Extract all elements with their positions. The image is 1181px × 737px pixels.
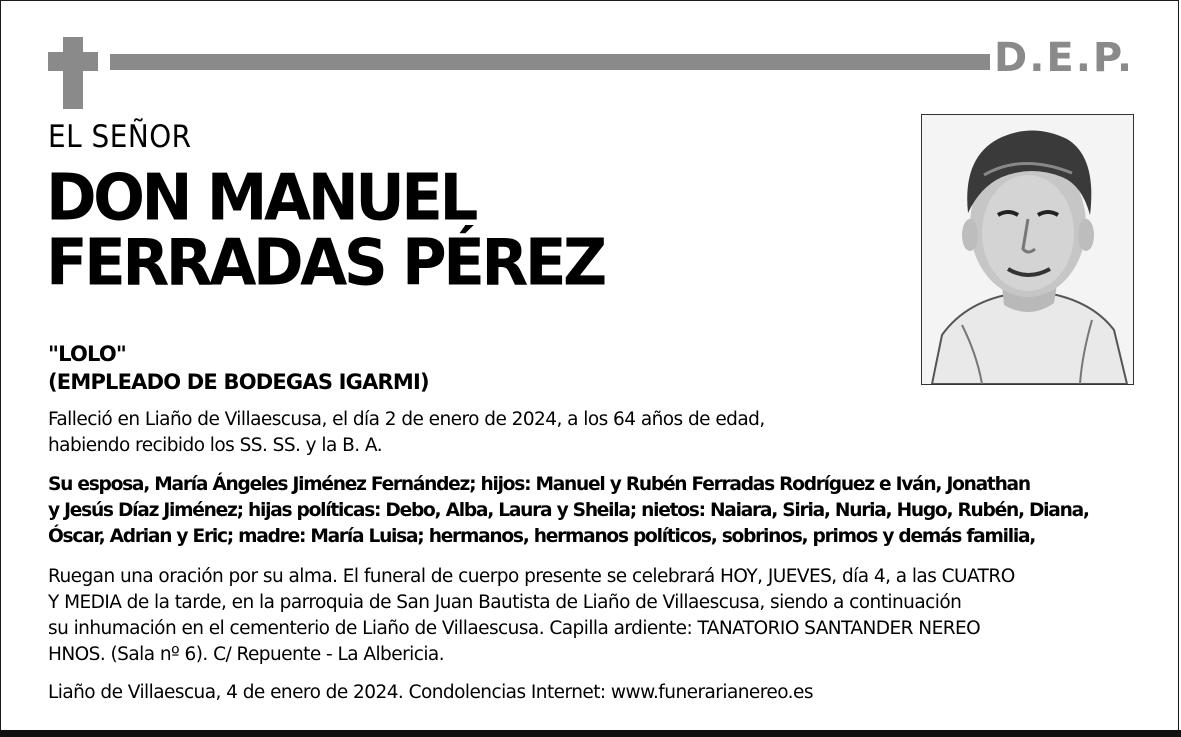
family-list xyxy=(48,472,1148,550)
occupation: (EMPLEADO DE BODEGAS IGARMI) xyxy=(48,370,429,394)
name-line-2: FERRADAS PÉREZ xyxy=(46,225,604,301)
funeral-details xyxy=(48,564,1148,668)
cross-icon xyxy=(63,37,83,109)
death-notice xyxy=(48,407,1148,459)
header-rule xyxy=(110,54,990,70)
footer-line: Liaño de Villaescua, 4 de enero de 2024. Condolencias Internet: www.funerarianereo.es xyxy=(48,682,813,703)
honorific: EL SEÑOR xyxy=(48,119,192,155)
portrait-image xyxy=(922,115,1133,384)
alias-block xyxy=(48,340,429,396)
death-line-1: Falleció en Liaño de Villaescusa, el día 2 de enero de 2024, a los 64 años de edad, xyxy=(48,409,765,430)
funeral-line-4: HNOS. (Sala nº 6). C/ Repuente - La Albericia. xyxy=(48,644,445,665)
dep-label: D.E.P. xyxy=(994,35,1135,81)
name-line-1: DON MANUEL xyxy=(46,160,475,236)
nickname: "LOLO" xyxy=(48,342,127,366)
family-line-3: Óscar, Adrian y Eric; madre: María Luisa; hermanos, hermanos políticos, sobrinos, primos y demás familia, xyxy=(48,526,1036,547)
funeral-line-2: Y MEDIA de la tarde, en la parroquia de San Juan Bautista de Liaño de Villaescusa, siendo a continuación xyxy=(48,592,962,613)
family-line-1: Su esposa, María Ángeles Jiménez Fernández; hijos: Manuel y Rubén Ferradas Rodríguez e Iván, Jonathan xyxy=(48,474,1030,495)
funeral-line-3: su inhumación en el cementerio de Liaño de Villaescusa. Capilla ardiente: TANATORIO SANTANDER NEREO xyxy=(48,618,981,639)
deceased-name xyxy=(46,160,906,301)
cross-icon-bar xyxy=(48,52,98,71)
funeral-line-1: Ruegan una oración por su alma. El funeral de cuerpo presente se celebrará HOY, JUEVES, día 4, a las CUATRO xyxy=(48,566,1015,587)
death-line-2: habiendo recibido los SS. SS. y la B. A. xyxy=(48,435,383,456)
bottom-border xyxy=(0,730,1181,737)
family-line-2: y Jesús Díaz Jiménez; hijas políticas: Debo, Alba, Laura y Sheila; nietos: Naiara, Siria, Nuria, Hugo, Rubén, Diana, xyxy=(48,500,1089,521)
portrait-photo xyxy=(921,114,1134,385)
